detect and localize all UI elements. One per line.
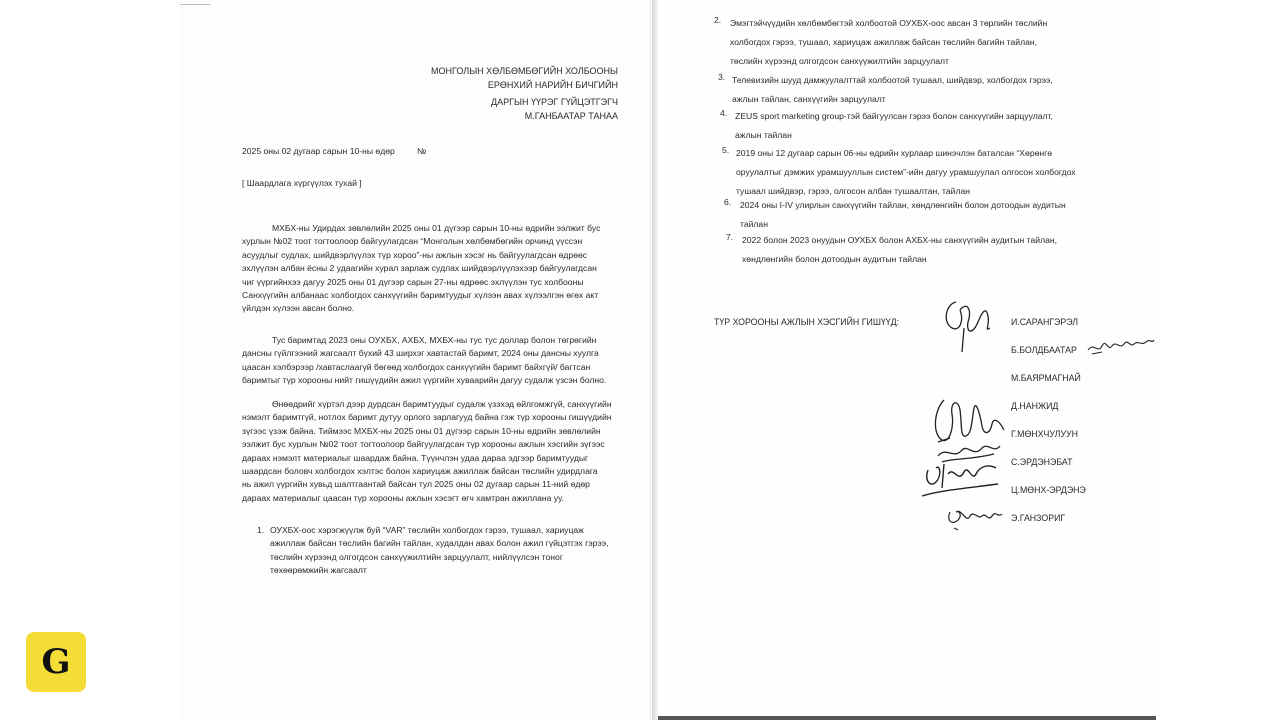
paragraph-line: дараах материалыг цаасан түр хорооны ажлын хэсэгт өгч хамтран ажиллана уу. [242,492,564,503]
list-line: төхөөрөмжийн жагсаалт [270,565,367,576]
list-item-1 [270,524,618,578]
addressee-line-1: МОНГОЛЫН ХӨЛБӨМБӨГИЙН ХОЛБООНЫ [431,66,618,76]
committee-label: ТҮР ХОРООНЫ АЖЛЫН ХЭСГИЙН ГИШҮҮД: [714,317,900,327]
list-line: Эмэгтэйчүүдийн хөлбөмбөгтэй холбоотой ОУХБХ-оос авсан 3 төрлийн төслийн [730,18,1048,28]
body-paragraph-2 [242,334,620,388]
signature-2 [1086,332,1156,358]
list-line: 2022 болон 2023 онуудын ОУХБХ болон АХБХ-ны санхүүгийн аудитын тайлан, [742,235,1058,245]
channel-logo [26,632,86,692]
list-item-4 [735,107,1105,145]
list-item-6-number: 6. [724,197,732,207]
list-item-3-number: 3. [718,72,726,82]
addressee-line-3: ДАРГЫН ҮҮРЭГ ГҮЙЦЭТГЭГЧ [491,97,618,107]
list-item-5 [736,144,1104,201]
list-item-7-number: 7. [726,232,734,242]
list-line: тайлан [740,219,768,229]
list-line: 2024 оны I-IV улирлын санхүүгийн тайлан, хөндлөнгийн болон дотоодын аудитын [740,200,1066,210]
body-paragraph-3 [242,398,620,505]
paragraph-line: нь ажил үүргийн хувьд шалтгаантай байсан тул 2025 оны 02 дугаар сарын 11-ний өдөр [242,479,590,490]
paragraph-line: Санхүүгийн албанаас холбогдох санхүүгийн баримтуудыг хүлээн авах хүлээлгэн өгөх акт [242,290,599,301]
addressee-line-4: М.ГАНБААТАР ТАНАА [524,111,618,121]
paragraph-line: Тус баримтад 2023 оны ОУХБХ, АХБХ, МХБХ-ны тус тус доллар болон төгрөгийн [272,335,597,345]
letter-number-label: № [417,146,427,156]
list-item-5-number: 5. [722,145,730,155]
paragraph-line: МХБХ-ны Удирдах зөвлөлийн 2025 оны 01 дүгээр сарын 10-ны өдрийн ээлжит бус [272,223,601,233]
list-line: ОУХБХ-оос хэрэгжүүлж буй “VAR” төслийн холбогдох гэрээ, тушаал, хариуцаж [270,525,584,535]
list-line: ZEUS sport marketing group-тэй байгуулсан гэрээ болон санхүүгийн зарцуулалт, [735,111,1053,121]
list-item-2-number: 2. [714,15,722,25]
member-name-5: Г.МӨНХЧУЛУУН [1011,429,1078,439]
list-line: оруулалтыг дэмжих урамшууллын систем”-ийн дагуу урамшуулал олгосон холбогдох [736,167,1076,177]
list-item-4-number: 4. [720,108,728,118]
list-line: хөндлөнгийн болон дотоодын аудитын тайлан [742,254,927,264]
paragraph-line: хурлын №02 тоот тогтоолоор байгуулагдсан “Монголын хөлбөмбөгийн орчинд үүссэн [242,236,583,247]
paragraph-line: нэмэлт баримтгүй, нотлох баримт дутуу орлого зарлагууд байна гэж түр хорооны гишүүдийн [242,412,612,423]
paragraph-line: дансны гүйлгээний жагсаалт бүхий 43 ширхэг хавтастай баримт, 2024 оны дансны хуулга [242,348,599,359]
member-name-4: Д.НАНЖИД [1011,401,1059,411]
signature-1 [938,292,998,354]
paragraph-line: чиг үүргийнхээ дагуу 2025 оны 01 дүгээр сарын 27-ны өдрөөс эхлүүлэн тус холбооны [242,276,584,287]
member-name-3: М.БАЯРМАГНАЙ [1011,373,1081,383]
member-name-6: С.ЭРДЭНЭБАТ [1011,457,1073,467]
list-line: төслийн хүрээнд олгогдсон санхүүжилтийн зарцуулалт [730,56,949,66]
list-item-2 [730,14,1100,71]
list-line: тушаал шийдвэр, гэрээ, олгосон албан тушаалтан, тайлан [736,186,971,196]
member-name-1: И.САРАНГЭРЭЛ [1011,317,1079,327]
paragraph-line: дараах нэмэлт материалыг шаардаж байна. Түүнчлэн удаа дараа эдгээр баримтуудыг [242,452,589,463]
list-item-6 [740,196,1104,234]
paragraph-line: үйлдэн хүлээн авсан болно. [242,303,355,314]
body-paragraph-1 [242,222,620,316]
list-line: төслийн хүрээнд олгогдсон санхүүжилтийн зарцуулалт, нийлүүлсэн тоног [270,551,563,562]
list-item-1-number: 1. [257,525,265,535]
member-name-2: Б.БОЛДБААТАР [1011,345,1077,355]
paragraph-line: цаасан хэлбэрээр /хавтаслаагүй бөгөөд холбогдох санхүүгийн баримт байхгүй/ багтсан [242,361,591,372]
list-item-3 [732,71,1102,109]
list-line: 2019 оны 12 дугаар сарын 06-ны өдрийн хурлаар шинэчлэн баталсан “Хөрөнгө [736,148,1053,158]
paragraph-line: зүгээс үзэж байна. Тиймээс МХБХ-ны 2025 оны 01 дүгээр сарын 10-ны өдрийн зөвлөлийн [242,425,601,436]
letter-subject: [ Шаардлага хүргүүлэх тухай ] [242,178,362,188]
paragraph-line: Өнөөдрийг хүртэл дээр дурдсан баримтуудыг судалж үзэхэд өйлгомжгүй, санхүүгийн [272,399,612,409]
svg-text:G: G [41,642,71,682]
list-line: ажлын тайлан, санхүүгийн зарцуулалт [732,94,886,104]
page-bottom-edge [658,716,1156,720]
list-line: холбогдох гэрээ, тушаал, хариуцаж ажиллаж байсан төслийн багийн тайлан, [730,37,1038,47]
g-letter-icon [36,642,76,682]
paragraph-line: асуудлыг судлах, шийдвэрлүүлэх түр хороо”-ны ажлын хэсэг нь байгуулагдсан өдрөөс [242,249,588,260]
list-line: Телевизийн шууд дамжуулалттай холбоотой тушаал, шийдвэр, холбогдох гэрээ, [732,75,1053,85]
member-name-7: Ц.МӨНХ-ЭРДЭНЭ [1011,485,1086,495]
paragraph-line: ээлжит бус хурлын №02 тоот тогтоолоор байгуулагдсан түр хорооны ажлын хэсгийн зүгээс [242,439,605,450]
letter-date: 2025 оны 02 дугаар сарын 10-ны өдөр [242,146,395,156]
signature-6 [944,502,1004,532]
paragraph-line: эхлүүлэн албан ёсны 2 удаагийн хурал зарлаж судлах шийдвэрлүүлэхээр байгуулагдсан [242,263,597,274]
scan-mark [180,4,210,5]
list-line: ажлын тайлан [735,130,792,140]
list-item-7 [742,231,1104,269]
paragraph-line: баримтыг түр хорооны нийт гишүүдийн ажил үүргийн хуваарийн дагуу судалж үзсэн болно. [242,375,607,386]
page-gap-shadow [652,0,658,720]
paragraph-line: шаардсан боловч холбогдох хэлтэс болон хариуцаж ажиллаж байсан төслийн удирдлага [242,466,598,477]
list-line: ажиллаж байсан төслийн багийн тайлан, худалдан авах болон ажил гүйцэтгэх гэрээ, [270,538,609,549]
addressee-line-2: ЕРӨНХИЙ НАРИЙН БИЧГИЙН [487,80,618,90]
member-name-8: Э.ГАНЗОРИГ [1011,513,1066,523]
signature-5 [918,454,1008,500]
